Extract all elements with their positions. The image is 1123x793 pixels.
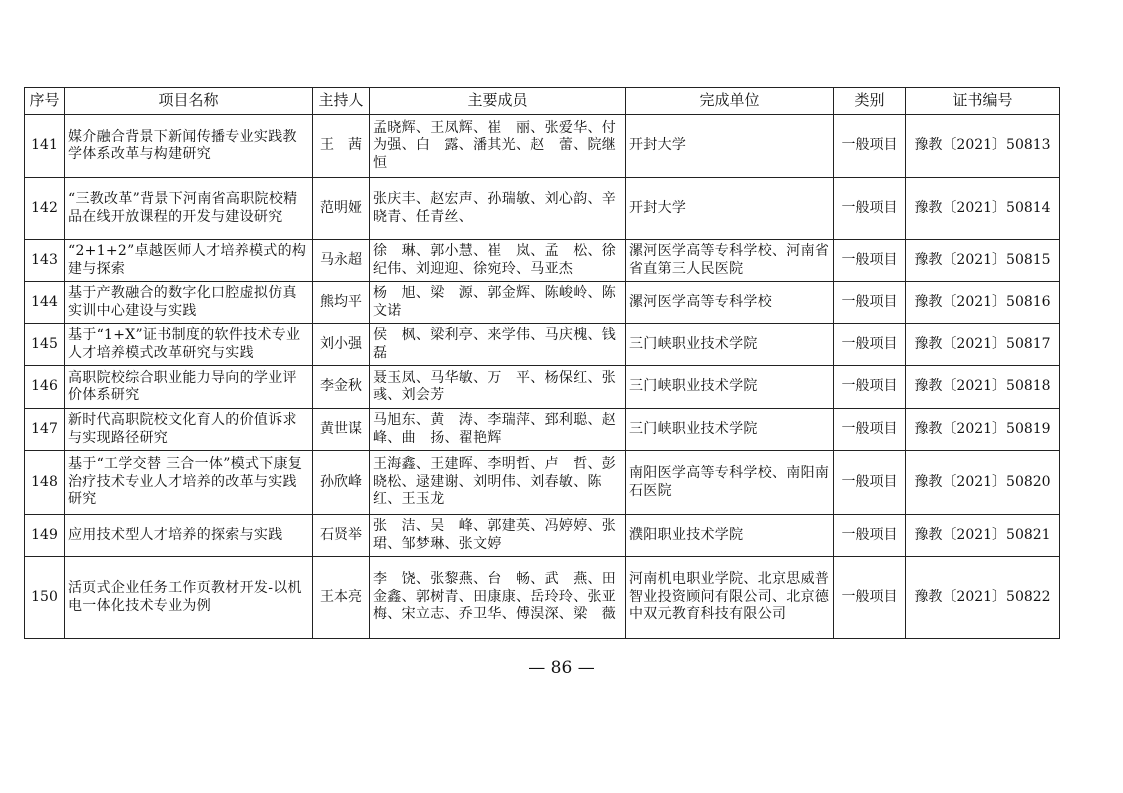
- unit-cell: 南阳医学高等专科学校、南阳南石医院: [626, 451, 834, 515]
- members-cell: 杨 旭、梁 源、郭金辉、陈峻岭、陈文诺: [370, 282, 626, 324]
- members-cell: 徐 琳、郭小慧、崔 岚、孟 松、徐纪伟、刘迎迎、徐宛玲、马亚杰: [370, 240, 626, 282]
- table-row: [25, 409, 1060, 451]
- unit-cell: 三门峡职业技术学院: [626, 324, 834, 366]
- serial-cell: 144: [25, 282, 65, 324]
- category-cell: 一般项目: [834, 409, 906, 451]
- header-cert-number: 证书编号: [906, 88, 1060, 115]
- cert-number-cell: 豫教〔2021〕50817: [906, 324, 1060, 366]
- cert-number-cell: 豫教〔2021〕50820: [906, 451, 1060, 515]
- category-cell: 一般项目: [834, 515, 906, 557]
- project-name-cell: “三教改革”背景下河南省高职院校精品在线开放课程的开发与建设研究: [65, 178, 313, 240]
- cert-number-cell: 豫教〔2021〕50816: [906, 282, 1060, 324]
- unit-cell: 三门峡职业技术学院: [626, 366, 834, 409]
- project-name-cell: 活页式企业任务工作页教材开发-以机电一体化技术专业为例: [65, 557, 313, 639]
- host-cell: 马永超: [313, 240, 370, 282]
- unit-cell: 河南机电职业学院、北京思威普智业投资顾问有限公司、北京德中双元教育科技有限公司: [626, 557, 834, 639]
- serial-cell: 147: [25, 409, 65, 451]
- host-cell: 范明娅: [313, 178, 370, 240]
- category-cell: 一般项目: [834, 451, 906, 515]
- table-row: [25, 451, 1060, 515]
- cert-number-cell: 豫教〔2021〕50813: [906, 115, 1060, 178]
- project-name-cell: 新时代高职院校文化育人的价值诉求与实现路径研究: [65, 409, 313, 451]
- unit-cell: 漯河医学高等专科学校、河南省省直第三人民医院: [626, 240, 834, 282]
- header-host: 主持人: [313, 88, 370, 115]
- header-category: 类别: [834, 88, 906, 115]
- table-row: [25, 515, 1060, 557]
- members-cell: 聂玉凤、马华敏、万 平、杨保红、张 彧、刘会芳: [370, 366, 626, 409]
- host-cell: 石贤举: [313, 515, 370, 557]
- members-cell: 张庆丰、赵宏声、孙瑞敏、刘心韵、辛晓青、任青丝、: [370, 178, 626, 240]
- project-table: [24, 87, 1060, 639]
- serial-cell: 150: [25, 557, 65, 639]
- category-cell: 一般项目: [834, 240, 906, 282]
- category-cell: 一般项目: [834, 557, 906, 639]
- serial-cell: 142: [25, 178, 65, 240]
- host-cell: 黄世谋: [313, 409, 370, 451]
- serial-cell: 146: [25, 366, 65, 409]
- page-number: — 86 —: [528, 658, 595, 678]
- project-name-cell: 基于“1+X”证书制度的软件技术专业人才培养模式改革研究与实践: [65, 324, 313, 366]
- table-row: [25, 115, 1060, 178]
- unit-cell: 濮阳职业技术学院: [626, 515, 834, 557]
- members-cell: 张 洁、吴 峰、郭建英、冯婷婷、张 珺、邹梦琳、张文婷: [370, 515, 626, 557]
- serial-cell: 143: [25, 240, 65, 282]
- header-unit: 完成单位: [626, 88, 834, 115]
- category-cell: 一般项目: [834, 115, 906, 178]
- serial-cell: 149: [25, 515, 65, 557]
- header-serial: 序号: [25, 88, 65, 115]
- table-row: [25, 557, 1060, 639]
- cert-number-cell: 豫教〔2021〕50818: [906, 366, 1060, 409]
- unit-cell: 漯河医学高等专科学校: [626, 282, 834, 324]
- category-cell: 一般项目: [834, 178, 906, 240]
- category-cell: 一般项目: [834, 324, 906, 366]
- table-row: [25, 366, 1060, 409]
- serial-cell: 145: [25, 324, 65, 366]
- table-row: [25, 324, 1060, 366]
- category-cell: 一般项目: [834, 366, 906, 409]
- host-cell: 王 茜: [313, 115, 370, 178]
- members-cell: 孟晓辉、王凤辉、崔 丽、张爱华、付为强、白 露、潘其光、赵 蕾、院继恒: [370, 115, 626, 178]
- header-project-name: 项目名称: [65, 88, 313, 115]
- table-row: [25, 240, 1060, 282]
- header-members: 主要成员: [370, 88, 626, 115]
- serial-cell: 141: [25, 115, 65, 178]
- project-name-cell: “2+1+2”卓越医师人才培养模式的构建与探索: [65, 240, 313, 282]
- project-name-cell: 应用技术型人才培养的探索与实践: [65, 515, 313, 557]
- cert-number-cell: 豫教〔2021〕50815: [906, 240, 1060, 282]
- unit-cell: 开封大学: [626, 178, 834, 240]
- project-name-cell: 基于“工学交替 三合一体”模式下康复治疗技术专业人才培养的改革与实践研究: [65, 451, 313, 515]
- cert-number-cell: 豫教〔2021〕50822: [906, 557, 1060, 639]
- members-cell: 王海鑫、王建晖、李明哲、卢 哲、彭晓松、逯建谢、刘明伟、刘春敏、陈 红、王玉龙: [370, 451, 626, 515]
- serial-cell: 148: [25, 451, 65, 515]
- unit-cell: 三门峡职业技术学院: [626, 409, 834, 451]
- cert-number-cell: 豫教〔2021〕50819: [906, 409, 1060, 451]
- table-row: [25, 282, 1060, 324]
- host-cell: 刘小强: [313, 324, 370, 366]
- members-cell: 侯 枫、梁利亭、来学伟、马庆槐、钱 磊: [370, 324, 626, 366]
- table-row: [25, 178, 1060, 240]
- cert-number-cell: 豫教〔2021〕50814: [906, 178, 1060, 240]
- table-header-row: [25, 88, 1060, 115]
- host-cell: 孙欣峰: [313, 451, 370, 515]
- category-cell: 一般项目: [834, 282, 906, 324]
- host-cell: 熊均平: [313, 282, 370, 324]
- project-name-cell: 基于产教融合的数字化口腔虚拟仿真实训中心建设与实践: [65, 282, 313, 324]
- members-cell: 李 饶、张黎燕、台 畅、武 燕、田金鑫、郭树青、田康康、岳玲玲、张亚梅、宋立志、乔卫华、傅淏深、梁 薇: [370, 557, 626, 639]
- project-name-cell: 高职院校综合职业能力导向的学业评价体系研究: [65, 366, 313, 409]
- members-cell: 马旭东、黄 涛、李瑞萍、郅利聪、赵 峰、曲 扬、翟艳辉: [370, 409, 626, 451]
- unit-cell: 开封大学: [626, 115, 834, 178]
- project-name-cell: 媒介融合背景下新闻传播专业实践教学体系改革与构建研究: [65, 115, 313, 178]
- host-cell: 李金秋: [313, 366, 370, 409]
- cert-number-cell: 豫教〔2021〕50821: [906, 515, 1060, 557]
- host-cell: 王本亮: [313, 557, 370, 639]
